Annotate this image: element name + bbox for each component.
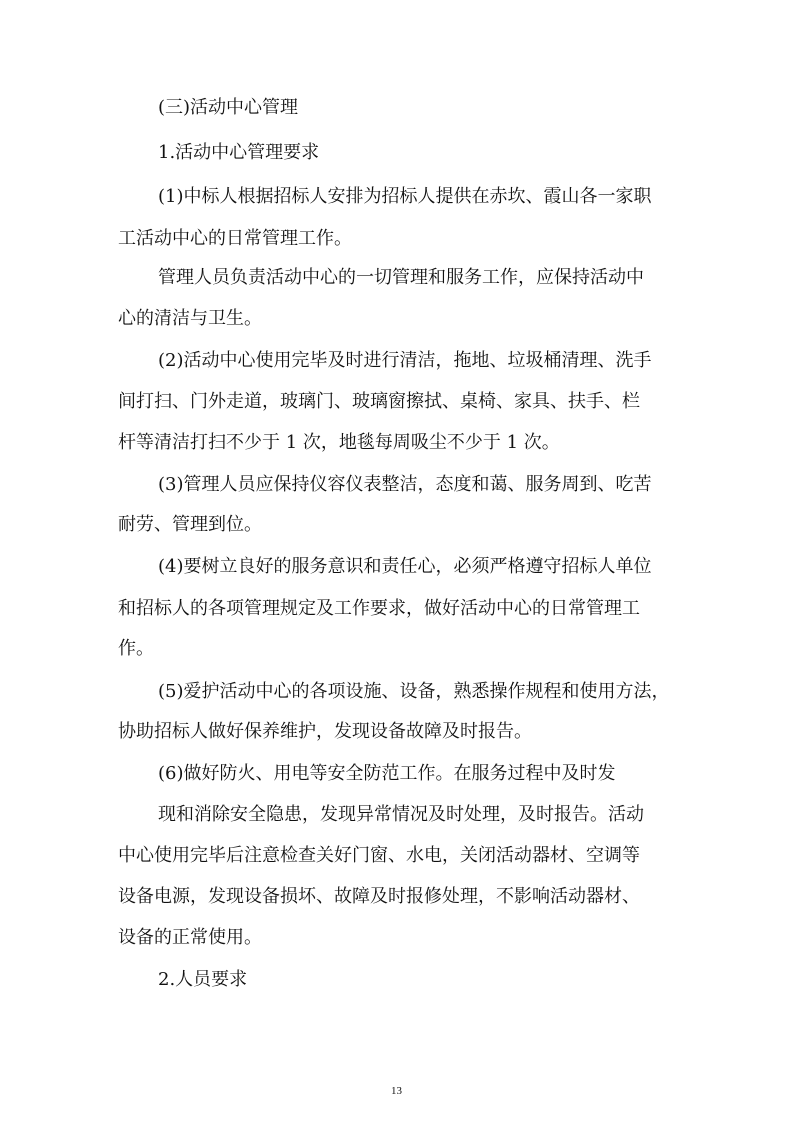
subsection-heading: 2.人员要求 — [158, 969, 248, 990]
paragraph-line: 现和消除安全隐患，发现异常情况及时处理，及时报告。活动 — [158, 804, 644, 825]
paragraph-line: 间打扫、门外走道，玻璃门、玻璃窗擦拭、桌椅、家具、扶手、栏 — [118, 391, 640, 412]
paragraph-line: 设备电源，发现设备损坏、故障及时报修处理，不影响活动器材、 — [118, 886, 640, 907]
paragraph-line: 工活动中心的日常管理工作。 — [118, 228, 352, 249]
paragraph-line: (5)爱护活动中心的各项设施、设备，熟悉操作规程和使用方法， — [158, 681, 670, 702]
paragraph-line: (3)管理人员应保持仪容仪表整洁，态度和蔼、服务周到、吃苦 — [158, 474, 652, 495]
paragraph-line: 和招标人的各项管理规定及工作要求，做好活动中心的日常管理工 — [118, 598, 640, 619]
paragraph-line: 协助招标人做好保养维护，发现设备故障及时报告。 — [118, 721, 532, 742]
paragraph-line: 杆等清洁打扫不少于 1 次，地毯每周吸尘不少于 1 次。 — [118, 432, 560, 453]
paragraph-line: (6)做好防火、用电等安全防范工作。在服务过程中及时发 — [158, 763, 616, 784]
paragraph-line: 管理人员负责活动中心的一切管理和服务工作，应保持活动中 — [158, 267, 644, 288]
subsection-heading: 1.活动中心管理要求 — [158, 142, 320, 163]
paragraph-line: 耐劳、管理到位。 — [118, 514, 262, 535]
paragraph-line: (1)中标人根据招标人安排为招标人提供在赤坎、霞山各一家职 — [158, 186, 652, 207]
paragraph-line: 心的清洁与卫生。 — [118, 308, 262, 329]
page-number: 13 — [391, 1085, 402, 1097]
paragraph-line: 作。 — [118, 638, 154, 659]
section-heading: (三)活动中心管理 — [158, 97, 299, 118]
paragraph-line: (4)要树立良好的服务意识和责任心，必须严格遵守招标人单位 — [158, 556, 652, 577]
paragraph-line: 中心使用完毕后注意检查关好门窗、水电，关闭活动器材、空调等 — [118, 845, 640, 866]
paragraph-line: (2)活动中心使用完毕及时进行清洁，拖地、垃圾桶清理、洗手 — [158, 350, 652, 371]
paragraph-line: 设备的正常使用。 — [118, 927, 262, 948]
